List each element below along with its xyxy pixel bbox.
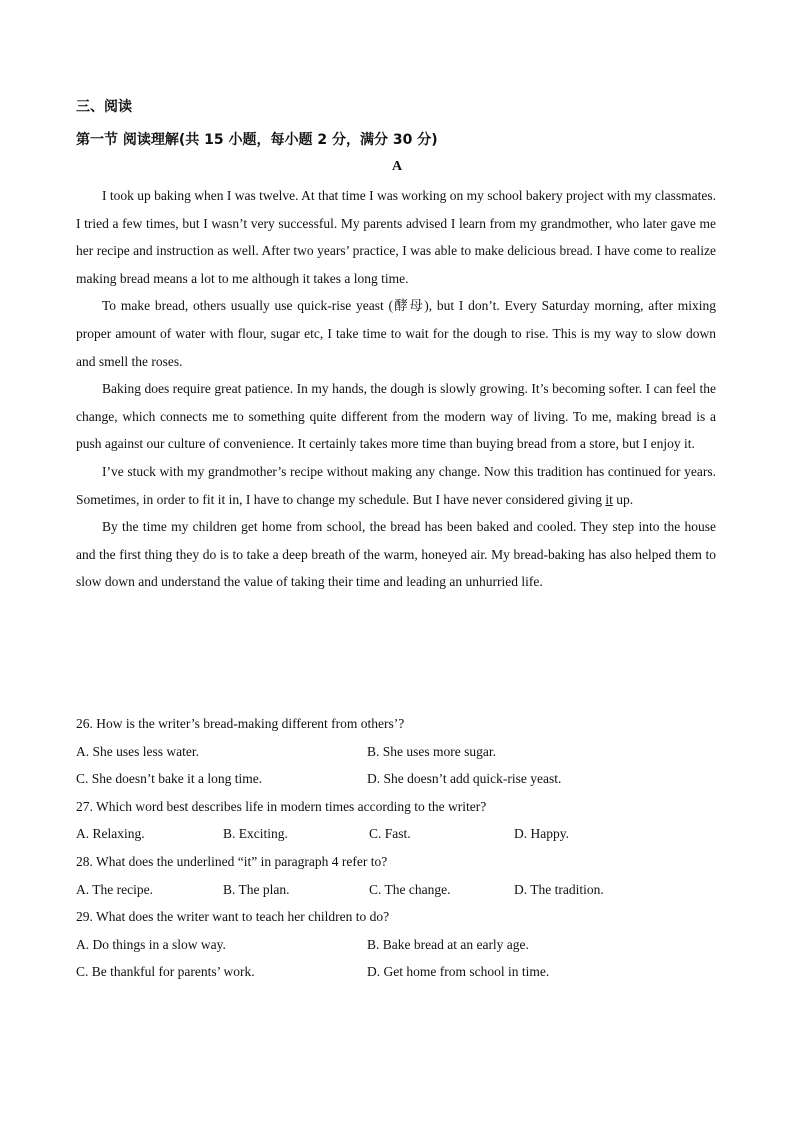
q28-option-b[interactable]: B. The plan. xyxy=(223,881,290,897)
q28-option-c[interactable]: C. The change. xyxy=(369,881,451,897)
paragraph-4-end: up. xyxy=(612,491,634,507)
question-27-stem: 27. Which word best describes life in modern times according to the writer? xyxy=(76,798,487,814)
q28-option-a[interactable]: A. The recipe. xyxy=(76,881,153,897)
q29-option-a[interactable]: A. Do things in a slow way. xyxy=(76,936,226,952)
passage-a xyxy=(76,182,716,596)
q28-option-d[interactable]: D. The tradition. xyxy=(514,881,604,897)
q27-option-b[interactable]: B. Exciting. xyxy=(223,826,288,842)
q26-option-c[interactable]: C. She doesn’t bake it a long time. xyxy=(76,771,263,787)
question-29-options-row-1 xyxy=(76,931,716,959)
underlined-it: it xyxy=(605,491,613,507)
q27-option-c[interactable]: C. Fast. xyxy=(369,826,411,842)
q29-option-d[interactable]: D. Get home from school in time. xyxy=(367,964,550,980)
passage-label: A xyxy=(391,159,403,174)
q27-option-d[interactable]: D. Happy. xyxy=(514,826,569,842)
q29-option-b[interactable]: B. Bake bread at an early age. xyxy=(367,936,529,952)
q26-option-d[interactable]: D. She doesn’t add quick-rise yeast. xyxy=(367,771,562,787)
question-27-options xyxy=(76,820,716,848)
section-title: 三、阅读 xyxy=(76,99,132,115)
paragraph-3: Baking does require great patience. In my hands, the dough is slowly growing. It’s becoming softer. I can feel the change, which connects me to something quite different from the modern way of living. To me, making bread is a push against our culture of convenience. It certainly takes more time than buying bread from a store, but I enjoy it. xyxy=(76,381,716,452)
question-29-options-row-2 xyxy=(76,958,716,986)
q29-option-c[interactable]: C. Be thankful for parents’ work. xyxy=(76,964,255,980)
q26-option-b[interactable]: B. She uses more sugar. xyxy=(367,743,496,759)
question-28-stem: 28. What does the underlined “it” in paragraph 4 refer to? xyxy=(76,853,388,869)
question-list xyxy=(76,710,716,986)
question-26-options-row-1 xyxy=(76,738,716,766)
question-29-stem: 29. What does the writer want to teach her children to do? xyxy=(76,909,390,925)
paragraph-1: I took up baking when I was twelve. At that time I was working on my school bakery project with my classmates. I tried a few times, but I wasn’t very successful. My parents advised I learn from my grandmother, who later gave me her recipe and instruction as well. After two years’ practice, I was able to make delicious bread. I have come to realize making bread means a lot to me although it takes a long time. xyxy=(76,188,716,286)
paragraph-2: To make bread, others usually use quick-rise yeast (酵母), but I don’t. Every Saturday morning, after mixing proper amount of water with flour, sugar etc, I take time to wait for the dough to rise. This is my way to slow down and smell the roses. xyxy=(76,298,716,369)
question-26-options-row-2 xyxy=(76,765,716,793)
q27-option-a[interactable]: A. Relaxing. xyxy=(76,826,145,842)
paragraph-4-text: I’ve stuck with my grandmother’s recipe without making any change. Now this tradition has continued for years. Sometimes, in order to fit it in, I have to change my schedule. But I have never considered giving xyxy=(76,463,716,507)
question-26-stem: 26. How is the writer’s bread-making different from others’? xyxy=(76,716,405,731)
q26-option-a[interactable]: A. She uses less water. xyxy=(76,743,199,759)
part-title: 第一节 阅读理解(共 15 小题，每小题 2 分，满分 30 分) xyxy=(76,132,438,148)
paragraph-5: By the time my children get home from school, the bread has been baked and cooled. They step into the house and the first thing they do is to take a deep breath of the warm, honeyed air. My bread-baking has also helped them to slow down and understand the value of taking their time and leading an unhurried life. xyxy=(76,519,716,590)
paragraph-4 xyxy=(76,458,716,513)
question-28-options xyxy=(76,876,716,904)
